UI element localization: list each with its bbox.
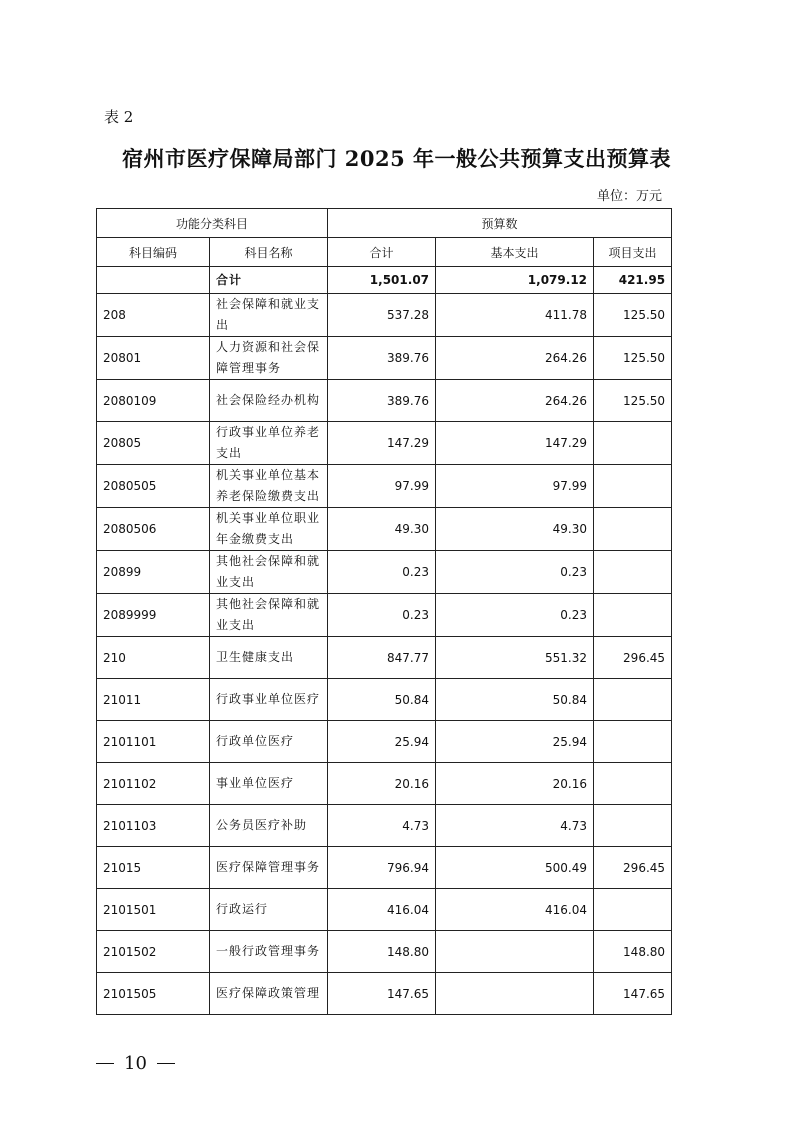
cell-total: 147.29 — [328, 422, 436, 465]
cell-name: 行政事业单位医疗 — [210, 679, 328, 721]
cell-total: 49.30 — [328, 508, 436, 551]
cell-name: 公务员医疗补助 — [210, 805, 328, 847]
cell-basic — [436, 931, 594, 973]
cell-name: 社会保险经办机构 — [210, 380, 328, 422]
cell-name: 一般行政管理事务 — [210, 931, 328, 973]
cell-total: 389.76 — [328, 380, 436, 422]
cell-total: 796.94 — [328, 847, 436, 889]
table-row — [97, 508, 672, 551]
cell-code: 21015 — [97, 847, 210, 889]
cell-total: 0.23 — [328, 594, 436, 637]
cell-project — [594, 805, 672, 847]
table-row — [97, 973, 672, 1015]
table-row — [97, 594, 672, 637]
budget-table — [96, 208, 672, 1015]
cell-name: 人力资源和社会保障管理事务 — [210, 337, 328, 380]
cell-total: 147.65 — [328, 973, 436, 1015]
cell-name: 医疗保障政策管理 — [210, 973, 328, 1015]
cell-name: 卫生健康支出 — [210, 637, 328, 679]
cell-basic: 97.99 — [436, 465, 594, 508]
dash-right — [157, 1063, 175, 1064]
cell-name: 机关事业单位职业年金缴费支出 — [210, 508, 328, 551]
cell-code: 2101501 — [97, 889, 210, 931]
cell-total: 537.28 — [328, 294, 436, 337]
cell-code: 210 — [97, 637, 210, 679]
cell-code: 2101505 — [97, 973, 210, 1015]
cell-total: 416.04 — [328, 889, 436, 931]
total-total: 1,501.07 — [328, 267, 436, 294]
cell-code: 20805 — [97, 422, 210, 465]
header-basic: 基本支出 — [436, 238, 594, 267]
cell-project — [594, 465, 672, 508]
cell-code: 208 — [97, 294, 210, 337]
cell-total: 25.94 — [328, 721, 436, 763]
cell-name: 其他社会保障和就业支出 — [210, 551, 328, 594]
cell-basic — [436, 973, 594, 1015]
cell-project — [594, 508, 672, 551]
cell-total: 389.76 — [328, 337, 436, 380]
cell-code: 2080505 — [97, 465, 210, 508]
cell-name: 社会保障和就业支出 — [210, 294, 328, 337]
table-row — [97, 805, 672, 847]
cell-project: 125.50 — [594, 337, 672, 380]
cell-basic: 50.84 — [436, 679, 594, 721]
cell-basic: 500.49 — [436, 847, 594, 889]
cell-project — [594, 721, 672, 763]
table-row — [97, 380, 672, 422]
cell-basic: 551.32 — [436, 637, 594, 679]
cell-basic: 20.16 — [436, 763, 594, 805]
cell-name: 医疗保障管理事务 — [210, 847, 328, 889]
cell-name: 其他社会保障和就业支出 — [210, 594, 328, 637]
header-code: 科目编码 — [97, 238, 210, 267]
cell-basic: 264.26 — [436, 337, 594, 380]
cell-basic: 0.23 — [436, 594, 594, 637]
table-row — [97, 721, 672, 763]
cell-code: 2080506 — [97, 508, 210, 551]
cell-code: 2101502 — [97, 931, 210, 973]
table-row — [97, 931, 672, 973]
unit-label: 单位：万元 — [596, 189, 662, 204]
cell-total: 20.16 — [328, 763, 436, 805]
cell-total: 148.80 — [328, 931, 436, 973]
page-number-value: 10 — [124, 1053, 147, 1074]
cell-project — [594, 422, 672, 465]
cell-project — [594, 889, 672, 931]
cell-basic: 25.94 — [436, 721, 594, 763]
page-number — [96, 1053, 175, 1074]
total-name: 合计 — [210, 267, 328, 294]
table-row — [97, 637, 672, 679]
header-project: 项目支出 — [594, 238, 672, 267]
header-name: 科目名称 — [210, 238, 328, 267]
cell-code: 20801 — [97, 337, 210, 380]
table-row — [97, 551, 672, 594]
table-row — [97, 422, 672, 465]
cell-basic: 49.30 — [436, 508, 594, 551]
cell-project — [594, 763, 672, 805]
cell-name: 行政运行 — [210, 889, 328, 931]
cell-project: 296.45 — [594, 637, 672, 679]
dash-left — [96, 1063, 114, 1064]
cell-project: 148.80 — [594, 931, 672, 973]
table-row — [97, 847, 672, 889]
cell-basic: 411.78 — [436, 294, 594, 337]
cell-total: 97.99 — [328, 465, 436, 508]
cell-code: 21011 — [97, 679, 210, 721]
cell-project: 296.45 — [594, 847, 672, 889]
cell-project: 125.50 — [594, 380, 672, 422]
page-title: 宿州市医疗保障局部门 2025 年一般公共预算支出预算表 — [121, 146, 672, 171]
cell-name: 行政事业单位养老支出 — [210, 422, 328, 465]
table-row — [97, 465, 672, 508]
header-category: 功能分类科目 — [97, 209, 328, 238]
table-row — [97, 679, 672, 721]
cell-name: 机关事业单位基本养老保险缴费支出 — [210, 465, 328, 508]
cell-basic: 147.29 — [436, 422, 594, 465]
cell-project: 147.65 — [594, 973, 672, 1015]
cell-code: 2101101 — [97, 721, 210, 763]
total-basic: 1,079.12 — [436, 267, 594, 294]
cell-total: 0.23 — [328, 551, 436, 594]
cell-basic: 416.04 — [436, 889, 594, 931]
cell-total: 50.84 — [328, 679, 436, 721]
cell-project: 125.50 — [594, 294, 672, 337]
cell-basic: 0.23 — [436, 551, 594, 594]
table-row — [97, 763, 672, 805]
header-total: 合计 — [328, 238, 436, 267]
cell-code: 2080109 — [97, 380, 210, 422]
cell-code: 2089999 — [97, 594, 210, 637]
cell-name: 事业单位医疗 — [210, 763, 328, 805]
cell-code: 2101103 — [97, 805, 210, 847]
cell-code: 20899 — [97, 551, 210, 594]
total-row — [97, 267, 672, 294]
cell-basic: 264.26 — [436, 380, 594, 422]
cell-name: 行政单位医疗 — [210, 721, 328, 763]
header-budget: 预算数 — [328, 209, 672, 238]
table-row — [97, 294, 672, 337]
cell-total: 4.73 — [328, 805, 436, 847]
cell-project — [594, 551, 672, 594]
total-code — [97, 267, 210, 294]
table-label: 表 2 — [104, 108, 134, 126]
cell-basic: 4.73 — [436, 805, 594, 847]
cell-project — [594, 679, 672, 721]
table-row — [97, 889, 672, 931]
total-project: 421.95 — [594, 267, 672, 294]
cell-project — [594, 594, 672, 637]
cell-total: 847.77 — [328, 637, 436, 679]
cell-code: 2101102 — [97, 763, 210, 805]
table-row — [97, 337, 672, 380]
